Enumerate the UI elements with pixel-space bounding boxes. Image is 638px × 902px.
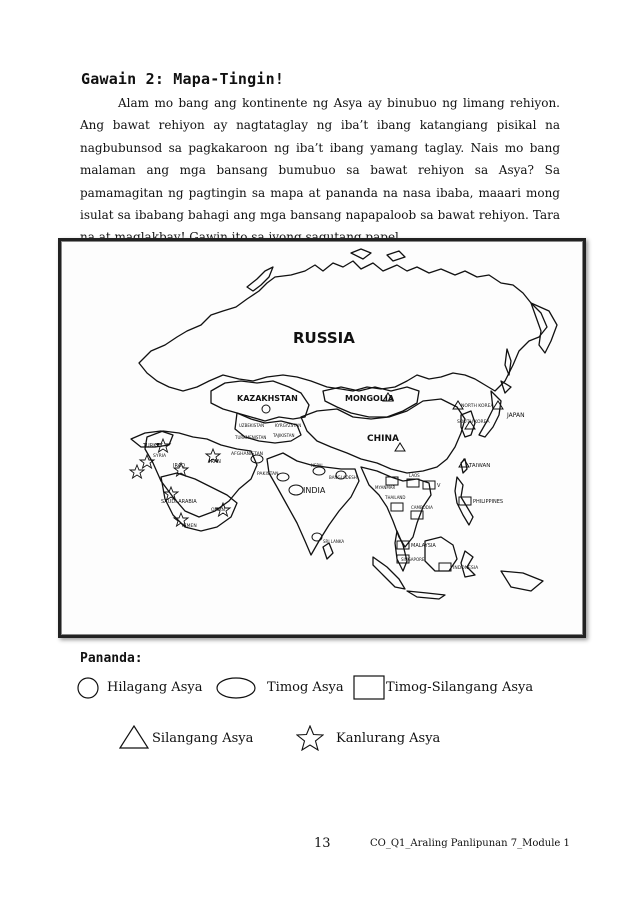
triangle-symbol-icon [118,724,150,750]
russia-label: RUSSIA [293,329,355,347]
saudi-arabia-label: SAUDI ARABIA [161,499,197,505]
yemen-label: YEMEN [181,524,197,529]
malay-peninsula [395,531,407,571]
indonesia-label: INDONESIA [453,566,479,571]
syria-label: SYRIA [153,454,167,459]
uzbekistan-label: UZBEKISTAN [239,423,265,428]
india-ellipse-marker [289,485,303,495]
china-triangle-marker [395,443,405,451]
south-korea-label: SOUTH KOREA [457,420,490,425]
philippines-label: PHILIPPINES [473,499,504,505]
srilanka-ellipse-marker [312,533,322,541]
pakistan-label: PAKISTAN [257,472,279,477]
mongolia-label: MONGOLIA [345,394,395,403]
pakistan-ellipse-marker [277,473,289,481]
tajikistan-label: TAJIKISTAN [273,433,295,438]
myanmar-label: MYANMAR [375,485,396,490]
laos-label: LAOS [409,473,420,478]
legend-timog-silangang-asya: Timog-Silangang Asya [386,680,534,695]
sri-lanka-label: SRI LANKA [323,539,345,544]
malaysia-label: MALAYSIA [411,543,436,549]
sakhalin [505,349,511,375]
turkey-label: TURKEY [143,443,163,449]
japan-label: JAPAN [507,412,525,419]
india-label: INDIA [303,486,326,495]
arctic-island-2 [387,251,405,261]
north-korea-label: NORTH KOREA [461,404,494,409]
thailand-label: THAILAND [385,495,406,500]
page-number: 13 [314,836,331,851]
activity-title: Gawain 2: Mapa-Tingin! [81,70,285,88]
japan-islands [479,391,501,437]
taiwan-label: TAIWAN [469,463,491,469]
syria-star-marker [140,455,154,468]
nepal-label: NEPAL [311,463,324,468]
turkmenistan-label: TURKMENISTAN [235,435,267,440]
asia-map-svg [61,241,583,635]
legend-silangang-asya: Silangang Asya [152,731,254,746]
japan-triangle-marker [493,401,503,409]
sri-lanka-island [323,543,333,559]
nepal-ellipse-marker [313,467,325,475]
china-label: CHINA [367,434,399,444]
ellipse-symbol-icon [216,677,256,699]
kazakhstan-circle-marker [262,405,270,413]
rectangle-symbol-icon [353,675,385,700]
instructions-paragraph [80,92,560,249]
taiwan-island [461,459,467,473]
afghanistan-label: AFGHANISTAN [231,452,264,457]
thailand-rect-marker [391,503,403,511]
legend-title: Pananda: [80,651,143,666]
iran-label: IRAN [209,459,221,465]
philippines-islands [455,477,473,525]
iraq-label: IRAQ [173,463,186,469]
legend-timog-asya: Timog Asya [267,680,344,695]
kyrgyzstan-label: KYRGYZSTAN [275,423,302,428]
jordan-star-marker [130,465,144,478]
legend-hilagang-asya: Hilagang Asya [107,680,203,695]
kazakhstan-label: KAZAKHSTAN [237,394,298,403]
novaya-zemlya [247,267,273,291]
kamchatka [531,303,557,353]
module-code: CO_Q1_Araling Panlipunan 7_Module 1 [370,838,570,849]
oman-label: OMAN [211,508,225,513]
asia-map [58,238,586,638]
bangladesh-label: BANGLADESH [329,475,357,480]
star-symbol-icon [296,725,324,751]
sulawesi-island [461,551,475,577]
new-guinea-island [501,571,543,591]
java-island [407,591,445,599]
singapore-label: SINGAPORE [401,557,425,562]
cambodia-label: CAMBODIA [411,505,433,510]
arctic-island [351,249,371,259]
instructions-text: Alam mo bang ang kontinente ng Asya ay binubuo ng limang rehiyon. Ang bawat rehiyon ay nagtataglay ng iba’t ibang katangiang pisikal na nagbubunsod sa pagkakaroon ng iba’t ibang yamang taglay. Nais mo bang malaman ang mga bansang bumubuo sa bawat rehiyon sa Asya? Sa pamamagitan ng pagtingin sa mapa at pananda na nasa ibaba, maaari mong isulat sa ibabang bahagi ang mga bansang napapaloob sa bawat rehiyon. Tara [80,96,560,223]
legend-kanlurang-asya: Kanlurang Asya [336,731,441,746]
russia-outline [139,261,547,391]
vietnam-label: V [437,483,441,489]
circle-symbol-icon [77,677,99,699]
